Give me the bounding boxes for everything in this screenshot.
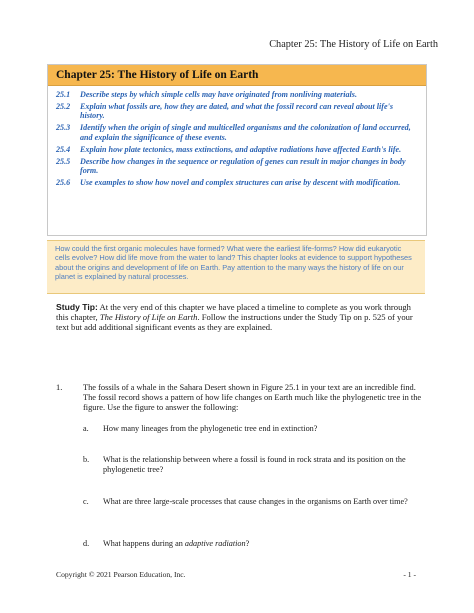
subquestion-letter: a. [83, 424, 89, 433]
study-tip [56, 302, 420, 333]
objective-item [56, 102, 418, 121]
learning-objectives-box [47, 64, 427, 236]
objective-number: 25.4 [56, 144, 71, 154]
page-number: - 1 - [403, 570, 416, 579]
subquestion-text: What are three large-scale processes that cause changes in the organisms on Earth over time? [103, 497, 408, 506]
subquestion-letter: d. [83, 539, 90, 548]
objective-text: Describe how changes in the sequence or regulation of genes can result in major changes in body form. [80, 156, 406, 176]
subquestion-text [103, 539, 423, 549]
objective-item [56, 123, 418, 142]
subquestion-text-end: ? [245, 539, 250, 548]
subquestion-text: How many lineages from the phylogenetic tree end in extinction? [103, 424, 318, 433]
objective-item [56, 145, 418, 155]
objective-item [56, 90, 418, 100]
subquestion-d [83, 539, 423, 549]
objective-number: 25.2 [56, 101, 71, 111]
study-tip-label: Study Tip: [56, 302, 98, 312]
objective-number: 25.5 [56, 156, 71, 166]
study-tip-text-end: . Follow the instructions under the Study Tip on p. 525 of your text but add additional significant events as they are explained. [56, 312, 413, 333]
subquestion-text-start: What happens during an [103, 539, 185, 548]
objective-number: 25.6 [56, 178, 71, 188]
objective-text: Use examples to show how novel and complex structures can arise by descent with modification. [80, 178, 401, 188]
copyright-footer: Copyright © 2021 Pearson Education, Inc. [56, 570, 186, 579]
objective-item [56, 178, 418, 188]
subquestion-a [83, 424, 423, 434]
objective-number: 25.1 [56, 90, 71, 99]
objectives-list [48, 86, 426, 188]
objective-text: Explain how plate tectonics, mass extinctions, and adaptive radiations have affected Earth's life. [80, 144, 402, 154]
chapter-focus-box: How could the first organic molecules have formed? What were the earliest life-forms? How did eukaryotic cells evolve? How did life move from the water to land? This chapter looks at evidence to support hypotheses about the origins and development of life on Earth. Pay attention to the many ways the history of life on our planet is explained by natural processes. [47, 240, 425, 294]
timeline-title: The History of Life on Earth [99, 312, 198, 323]
objective-text: Describe steps by which simple cells may have originated from nonliving materials. [80, 90, 357, 99]
objective-item [56, 157, 418, 176]
running-header: Chapter 25: The History of Life on Earth [269, 39, 438, 50]
question-text: The fossils of a whale in the Sahara Desert shown in Figure 25.1 in your text are an incredible find. The fossil record shows a pattern of how life changes on Earth much like the phylogenetic tree in the figure. Use the figure to answer the following: [83, 383, 422, 412]
objective-text: Identify when the origin of single and multicelled organisms and the colonization of land occurred, and explain the significance of these events. [80, 123, 411, 142]
objective-number: 25.3 [56, 123, 71, 133]
subquestion-b [83, 455, 423, 475]
subquestion-letter: b. [83, 455, 90, 464]
subquestion-letter: c. [83, 497, 89, 506]
question-number: 1. [56, 383, 63, 392]
study-tip-text: At the very end of this chapter we have placed a timeline to complete as you work through this chapter, [56, 302, 411, 323]
subquestion-text: What is the relationship between where a fossil is found in rock strata and its position on the phylogenetic tree? [103, 455, 406, 474]
chapter-title: Chapter 25: The History of Life on Earth [48, 65, 426, 86]
adaptive-radiation-term: adaptive radiation [184, 539, 246, 548]
objective-text: Explain what fossils are, how they are dated, and what the fossil record can reveal about life's history. [80, 101, 393, 121]
subquestion-c [83, 497, 423, 507]
question-1 [56, 383, 422, 413]
